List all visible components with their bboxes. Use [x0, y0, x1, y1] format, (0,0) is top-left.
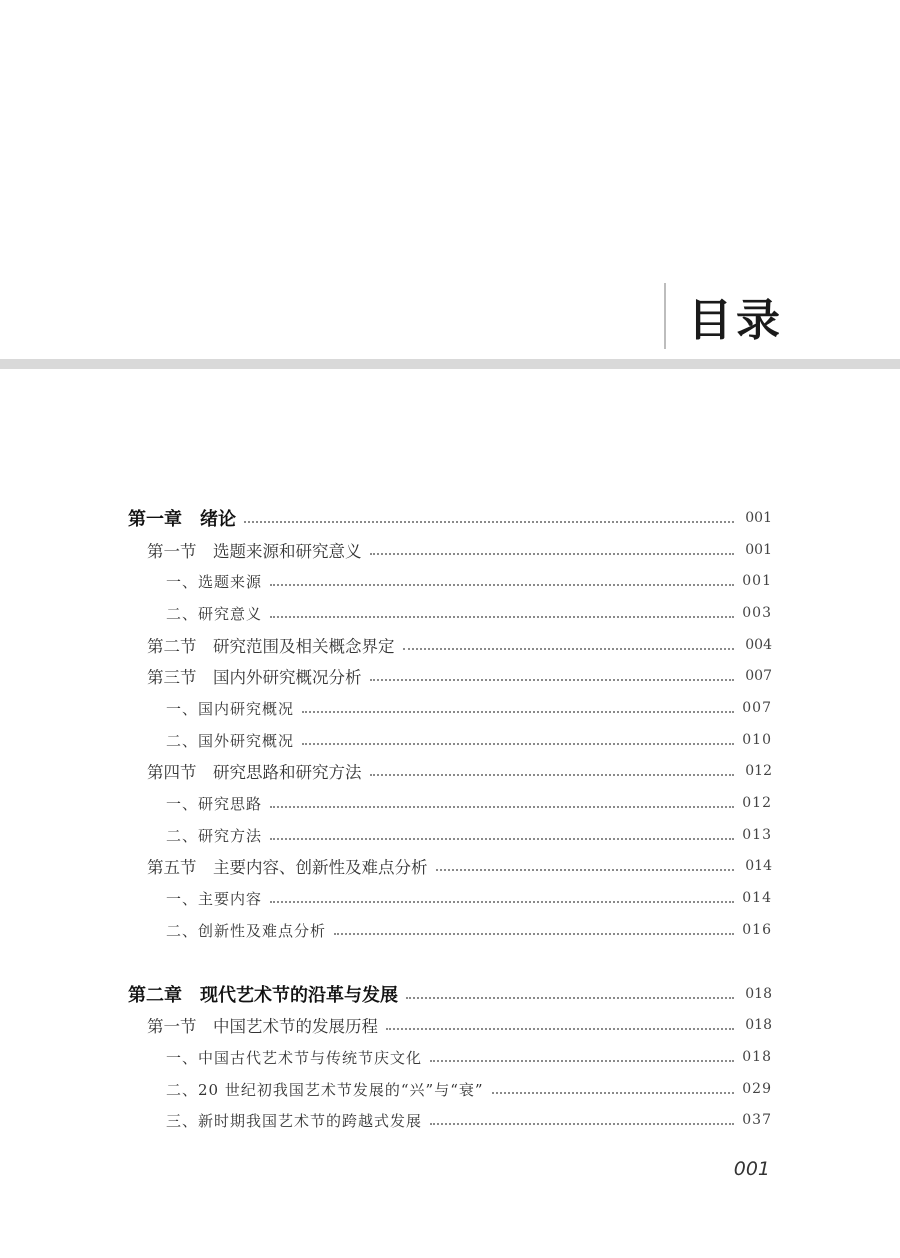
toc-entry-title: 三、新时期我国艺术节的跨越式发展	[166, 1111, 423, 1130]
toc-entry[interactable]	[166, 725, 772, 755]
toc-entry-title: 第五节 主要内容、创新性及难点分析	[147, 858, 428, 877]
dot-leader	[403, 648, 735, 650]
toc-entry-page: 016	[742, 922, 772, 938]
dot-leader	[430, 1060, 734, 1062]
dot-leader	[430, 1123, 734, 1125]
toc-entry-title: 二、研究方法	[166, 826, 263, 845]
toc-entry-title: 二、创新性及难点分析	[166, 921, 327, 940]
toc-entry-page: 018	[742, 1049, 772, 1065]
header-rule	[0, 359, 900, 369]
toc-entry-title: 一、国内研究概况	[166, 699, 295, 718]
toc-entry-page: 007	[745, 668, 772, 684]
toc-entry[interactable]	[166, 1105, 772, 1135]
dot-leader	[302, 711, 734, 713]
toc-entry-title: 第四节 研究思路和研究方法	[147, 763, 362, 782]
toc-entry[interactable]	[128, 979, 772, 1009]
dot-leader	[436, 869, 735, 871]
toc-entry-page: 014	[742, 890, 772, 906]
dot-leader	[370, 553, 735, 555]
toc-heading	[664, 283, 784, 349]
toc-entry-page: 001	[742, 573, 772, 589]
toc-entry-page: 012	[742, 795, 772, 811]
toc-entry-title: 一、主要内容	[166, 889, 263, 908]
dot-leader	[334, 933, 734, 935]
toc-entry-title: 一、研究思路	[166, 794, 263, 813]
toc-entry-title: 第一节 中国艺术节的发展历程	[147, 1017, 378, 1036]
toc-entry-page: 004	[745, 637, 772, 653]
toc-entry-title: 第一章 绪论	[128, 509, 236, 530]
toc-entry[interactable]	[147, 756, 772, 786]
toc-entry-title: 第一节 选题来源和研究意义	[147, 542, 362, 561]
dot-leader	[270, 838, 734, 840]
dot-leader	[270, 616, 734, 618]
dot-leader	[370, 774, 735, 776]
toc-entry-page: 001	[745, 542, 772, 558]
toc-entry[interactable]	[128, 503, 772, 533]
toc-entry[interactable]	[166, 1042, 772, 1072]
dot-leader	[406, 997, 734, 999]
toc-entry-page: 018	[745, 986, 772, 1002]
toc-entry-title: 二、研究意义	[166, 604, 263, 623]
toc-entry[interactable]	[147, 851, 772, 881]
toc-entry[interactable]	[147, 535, 772, 565]
toc-entry-title: 一、中国古代艺术节与传统节庆文化	[166, 1048, 423, 1067]
toc-entry-page: 007	[742, 700, 772, 716]
toc-entry-page: 013	[742, 827, 772, 843]
toc-entry-page: 012	[745, 763, 772, 779]
dot-leader	[302, 743, 734, 745]
toc-entry-page: 014	[745, 858, 772, 874]
toc-entry-title: 第二章 现代艺术节的沿革与发展	[128, 985, 398, 1006]
page-number: 001	[733, 1158, 770, 1180]
dot-leader	[492, 1092, 734, 1094]
toc-entry[interactable]	[147, 630, 772, 660]
toc-title: 目录	[688, 295, 784, 346]
dot-leader	[270, 806, 734, 808]
toc-entry[interactable]	[166, 915, 772, 945]
dot-leader	[270, 584, 734, 586]
toc-entry[interactable]	[166, 820, 772, 850]
toc-entry-page: 003	[742, 605, 772, 621]
toc-entry-title: 二、20 世纪初我国艺术节发展的“兴”与“衰”	[166, 1080, 484, 1099]
toc-entry-page: 029	[742, 1081, 772, 1097]
toc-entry[interactable]	[147, 1010, 772, 1040]
toc-entry-page: 010	[742, 732, 772, 748]
dot-leader	[270, 901, 734, 903]
toc-entry-title: 二、国外研究概况	[166, 731, 295, 750]
toc-entry-page: 018	[745, 1017, 772, 1033]
toc-entry[interactable]	[166, 1074, 772, 1104]
toc-entry[interactable]	[166, 883, 772, 913]
toc-entry-title: 一、选题来源	[166, 572, 263, 591]
toc-entry-page: 037	[742, 1112, 772, 1128]
dot-leader	[370, 679, 735, 681]
toc-entry-title: 第二节 研究范围及相关概念界定	[147, 637, 395, 656]
dot-leader	[386, 1028, 734, 1030]
toc-entry[interactable]	[166, 693, 772, 723]
toc-entry[interactable]	[166, 598, 772, 628]
toc-entry[interactable]	[166, 566, 772, 596]
toc-entry-page: 001	[745, 510, 772, 526]
dot-leader	[244, 521, 734, 523]
toc-entry[interactable]	[166, 788, 772, 818]
toc-entry[interactable]	[147, 661, 772, 691]
toc-entry-title: 第三节 国内外研究概况分析	[147, 668, 362, 687]
